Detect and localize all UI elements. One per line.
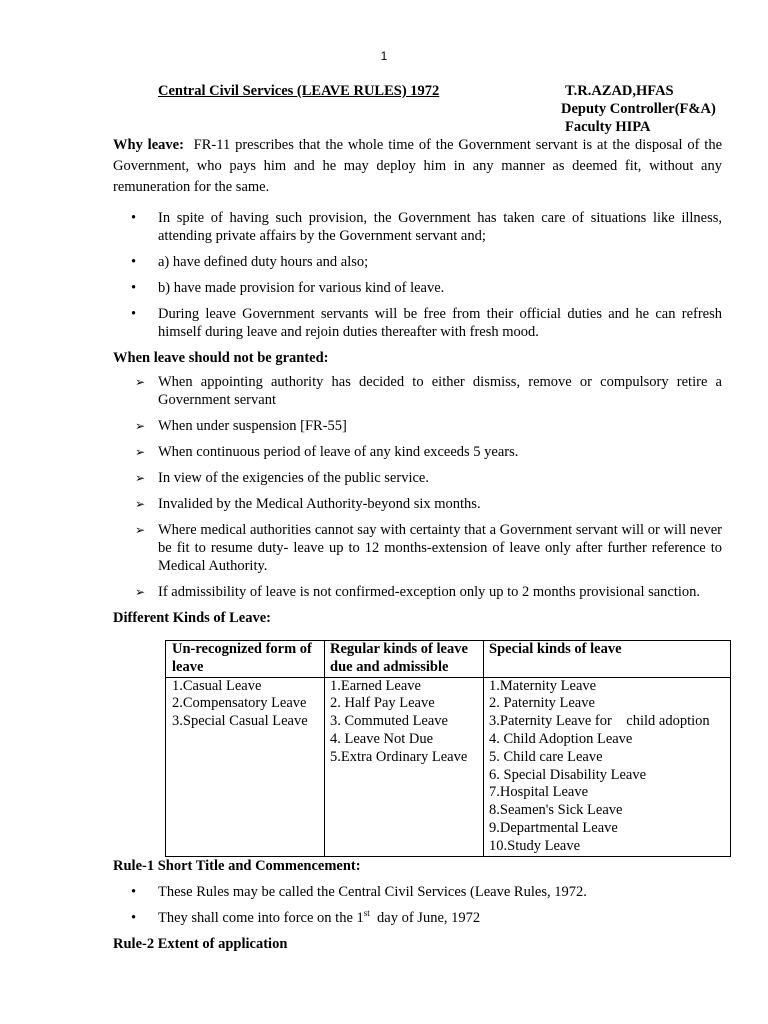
why-leave-paragraph: [113, 135, 722, 198]
bullet-icon: •: [131, 909, 137, 926]
list-item: • They shall come into force on the 1st day of June, 1972: [131, 907, 481, 926]
author-affiliation: Faculty HIPA: [565, 119, 651, 135]
arrow-bullet-icon: ➢: [135, 445, 146, 459]
document-title: Central Civil Services (LEAVE RULES) 1972: [158, 83, 440, 99]
list-item: ➢ Where medical authorities cannot say with certainty that a Government servant will or will never be fit to resume duty- leave up to 12 months-extension of leave only after further reference to Medical Authority.: [135, 522, 722, 574]
author-name: T.R.AZAD,HFAS: [565, 83, 674, 99]
arrow-bullet-icon: ➢: [135, 523, 146, 537]
arrow-bullet-icon: ➢: [135, 375, 146, 389]
arrow-bullet-icon: ➢: [135, 585, 146, 599]
leave-kinds-table: [165, 640, 731, 857]
bullet-list: [113, 209, 722, 341]
list-item: • a) have defined duty hours and also;: [131, 254, 369, 270]
rule1-list: [113, 883, 722, 927]
list-item: ➢ Invalided by the Medical Authority-beyond six months.: [135, 496, 481, 512]
table-cell: 1.Maternity Leave 2. Paternity Leave 3.Paternity Leave for child adoption 4. Child Adoption Leave 5. Child care Leave 6. Special Disability Leave 7.Hospital Leave 8.Seamen's Sick Leave 9.Departmental Leave 10.Study Leave: [484, 677, 731, 856]
table-cell: 1.Earned Leave 2. Half Pay Leave 3. Commuted Leave 4. Leave Not Due 5.Extra Ordinary Leave: [325, 677, 484, 856]
arrow-bullet-icon: ➢: [135, 471, 146, 485]
table-header-cell: Un-recognized form of leave: [166, 641, 325, 678]
table-header-row: [166, 641, 731, 678]
arrow-bullet-icon: ➢: [135, 497, 146, 511]
author-designation: Deputy Controller(F&A): [561, 101, 716, 117]
list-item: ➢ When appointing authority has decided to either dismiss, remove or compulsory retire a Government servant: [135, 374, 722, 408]
arrow-bullet-icon: ➢: [135, 419, 146, 433]
document-body: [113, 135, 722, 959]
bullet-icon: •: [131, 306, 137, 322]
author-block: [561, 82, 716, 136]
list-item: • During leave Government servants will be free from their official duties and he can refresh himself during leave and rejoin duties thereafter with fresh mood.: [131, 306, 722, 340]
arrow-list: [113, 373, 722, 601]
why-leave-label: Why leave:: [113, 137, 184, 153]
list-item: ➢ If admissibility of leave is not confirmed-exception only up to 2 months provisional sanction.: [135, 584, 701, 600]
bullet-icon: •: [131, 210, 137, 226]
bullet-icon: •: [131, 280, 137, 296]
table-row: [166, 677, 731, 856]
section-heading: Rule-1 Short Title and Commencement:: [113, 857, 361, 874]
list-item: ➢ In view of the exigencies of the public service.: [135, 470, 429, 486]
why-leave-text: FR-11 prescribes that the whole time of the Government servant is at the disposal of the Government, who pays him and he may deploy him in any manner as deemed fit, without any remuneration for the same.: [113, 137, 723, 195]
page-number: 1: [380, 49, 388, 63]
bullet-icon: •: [131, 254, 137, 270]
bullet-icon: •: [131, 883, 137, 900]
section-heading: When leave should not be granted:: [113, 350, 329, 366]
list-item: • In spite of having such provision, the Government has taken care of situations like illness, attending private affairs by the Government servant and;: [131, 210, 722, 244]
list-item: • These Rules may be called the Central Civil Services (Leave Rules, 1972.: [131, 883, 587, 900]
list-item: ➢ When continuous period of leave of any kind exceeds 5 years.: [135, 444, 519, 460]
section-heading: Different Kinds of Leave:: [113, 610, 271, 626]
table-cell: 1.Casual Leave 2.Compensatory Leave 3.Special Casual Leave: [166, 677, 325, 856]
table-header-cell: Special kinds of leave: [484, 641, 731, 678]
list-item: ➢ When under suspension [FR-55]: [135, 418, 347, 434]
list-item: • b) have made provision for various kind of leave.: [131, 280, 445, 296]
section-heading: Rule-2 Extent of application: [113, 935, 288, 952]
table-header-cell: Regular kinds of leave due and admissible: [325, 641, 484, 678]
